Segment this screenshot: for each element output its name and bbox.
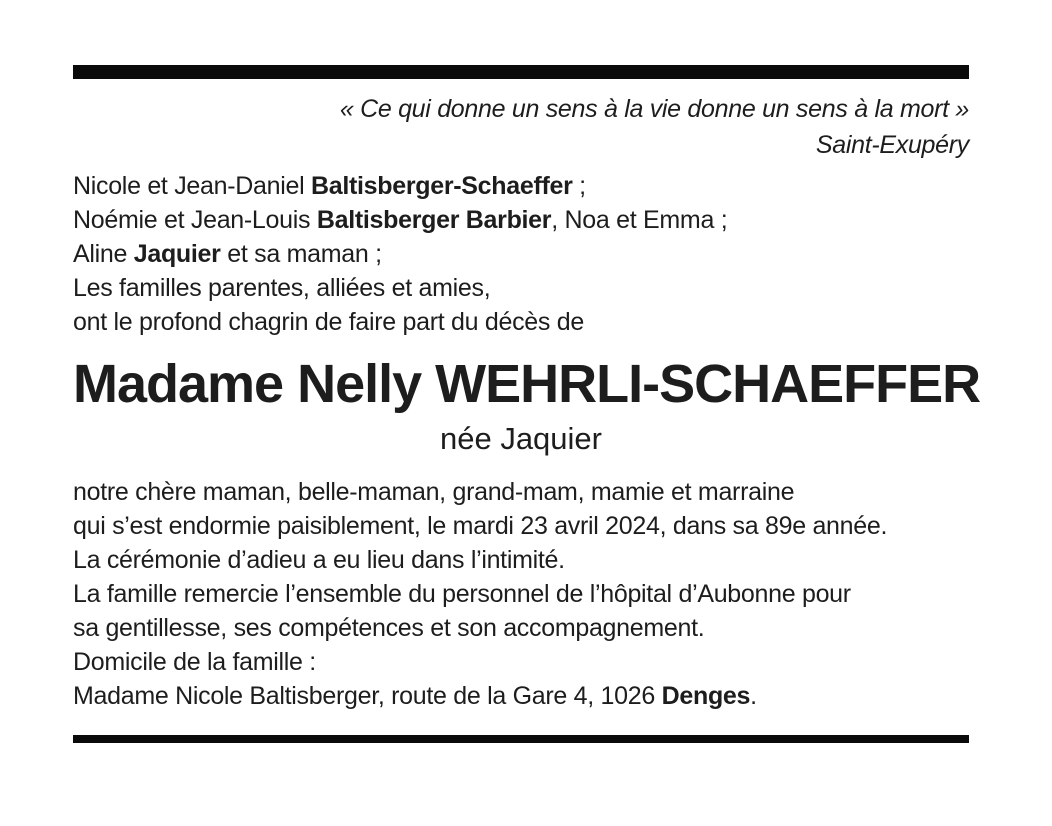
notice-line [73,203,969,237]
quote-attribution: Saint-Exupéry [815,131,969,159]
notice-line [73,305,969,339]
top-divider-bar [73,65,969,79]
notice-line [73,577,969,611]
notice-line [73,611,969,645]
notice-line-segment: . [750,682,757,710]
notice-line-segment: Noémie et Jean-Louis [73,206,317,234]
notice-line-bold-segment: Baltisberger Barbier [316,206,552,234]
notice-line-segment: Madame Nicole Baltisberger, route de la Gare 4, 1026 [73,682,662,710]
notice-line-segment: et sa maman ; [220,240,382,268]
body-lines [73,475,969,713]
bottom-divider-bar [73,735,969,743]
notice-line-segment: Domicile de la famille : [73,648,316,676]
notice-line-segment: sa gentillesse, ses compétences et son accompagnement. [73,614,705,642]
notice-line [73,645,969,679]
notice-line-segment: Les familles parentes, alliées et amies, [73,274,491,302]
deceased-name-title: Madame Nelly WEHRLI-SCHAEFFER [73,354,981,414]
notice-line [73,509,969,543]
notice-line-segment: qui s’est endormie paisiblement, le mardi 23 avril 2024, dans sa 89e année. [73,512,888,540]
notice-line-bold-segment: Denges [661,682,751,710]
notice-line [73,169,969,203]
family-lines [73,169,969,339]
notice-line-bold-segment: Jaquier [133,240,221,268]
notice-line-bold-segment: Baltisberger-Schaeffer [310,172,573,200]
notice-line [73,543,969,577]
notice-line-segment: Aline [73,240,134,268]
notice-line-segment: notre chère maman, belle-maman, grand-mam, mamie et marraine [73,478,795,506]
notice-line-segment: La famille remercie l’ensemble du personnel de l’hôpital d’Aubonne pour [73,580,851,608]
notice-line-segment: Nicole et Jean-Daniel [73,172,311,200]
notice-line-segment: , Noa et Emma ; [551,206,728,234]
death-notice [73,0,981,743]
notice-line [73,475,969,509]
notice-line [73,237,969,271]
quote-block [73,91,969,163]
notice-line [73,679,969,713]
notice-line-segment: ont le profond chagrin de faire part du décès de [73,308,584,336]
notice-line [73,271,969,305]
quote-text: « Ce qui donne un sens à la vie donne un sens à la mort » [339,95,969,123]
notice-line-segment: La cérémonie d’adieu a eu lieu dans l’intimité. [73,546,565,574]
maiden-name: née Jaquier [439,421,602,456]
notice-line-segment: ; [572,172,586,200]
